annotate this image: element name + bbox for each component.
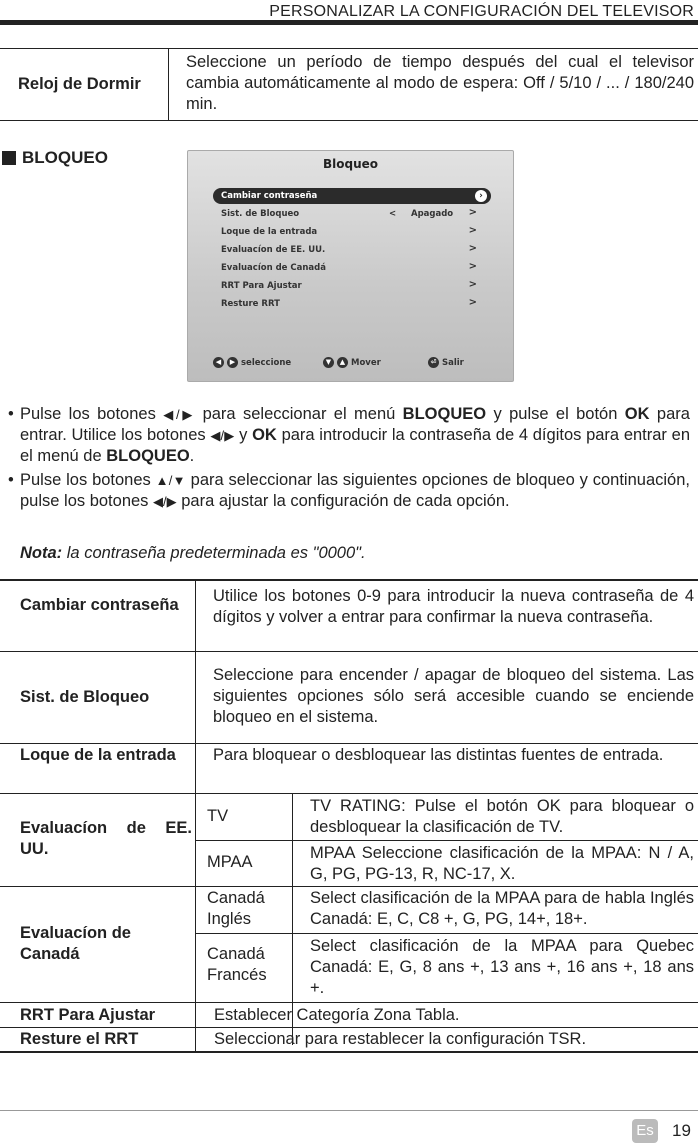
menu-item-change-password[interactable]: Cambiar contraseña › xyxy=(213,188,491,204)
divider xyxy=(0,651,698,652)
left-arrow-icon: ◀ xyxy=(213,357,224,368)
lock-system-label: Sist. de Bloqueo xyxy=(20,688,150,706)
left-right-arrows-icon: ◀/▶ xyxy=(210,428,235,443)
us-rating-label: Evaluacíon de EE. UU. xyxy=(20,819,192,858)
menu-item-lock-system[interactable]: Sist. de Bloqueo < Apagado > xyxy=(221,207,477,219)
exit-icon: ⏎ xyxy=(428,357,439,368)
section-heading xyxy=(2,148,108,168)
rrt-reset-text: Seleccionar para restablecer la configuración TSR. xyxy=(214,1030,587,1048)
menu-footer-select: ◀ ▶ seleccione xyxy=(213,357,291,368)
canada-english-text: Select clasificación de la MPAA para de habla Inglés Canadá: E, C, C8 +, G, PG, 14+, 18+. xyxy=(310,889,694,928)
divider xyxy=(0,886,698,887)
right-arrow-icon: ▶ xyxy=(227,357,238,368)
sleep-timer-label: Reloj de Dormir xyxy=(18,75,141,93)
canada-english-label: Canadá Inglés xyxy=(207,889,265,928)
header-rule xyxy=(0,20,698,25)
menu-footer-move: ▼ ▲ Mover xyxy=(323,357,381,368)
canada-rating-label: Evaluacíon de Canadá xyxy=(20,924,131,963)
sleep-timer-text: Seleccione un período de tiempo después del cual el televisor cambia automáticamente al modo de espera: Off / 5/10 / ... / 180/240 min. xyxy=(186,53,694,113)
change-password-text: Utilice los botones 0-9 para introducir la nueva contraseña de 4 dígitos y volver a entrar para confirmar la nueva contraseña. xyxy=(213,587,694,626)
divider xyxy=(0,579,698,581)
divider xyxy=(0,48,698,49)
chevron-left-icon: < xyxy=(389,209,397,219)
chevron-right-icon: > xyxy=(468,243,477,254)
us-tv-text: TV RATING: Pulse el botón OK para bloquear o desbloquear la clasificación de TV. xyxy=(310,797,694,836)
down-arrow-icon: ▼ xyxy=(323,357,334,368)
menu-footer-exit: ⏎ Salir xyxy=(428,357,464,368)
lock-system-value: Apagado xyxy=(411,209,454,219)
chevron-right-icon: > xyxy=(468,207,477,218)
divider xyxy=(0,743,698,744)
divider xyxy=(0,1051,698,1053)
divider xyxy=(0,1002,698,1003)
instruction-bullet-1: • Pulse los botones ◀/▶ para seleccionar el menú BLOQUEO y pulse el botón OK para entrar. Utilice los botones ◀/▶ y OK para introducir la contraseña de 4 dígitos para entrar en el menú de BLOQUEO. xyxy=(8,405,690,465)
chevron-right-icon: > xyxy=(468,261,477,272)
menu-item-us-rating[interactable]: Evaluacíon de EE. UU. > xyxy=(221,243,477,255)
menu-item-rrt-reset[interactable]: Resture RRT > xyxy=(221,297,477,309)
canada-french-text: Select clasificación de la MPAA para Quebec Canadá: E, G, 8 ans +, 13 ans +, 16 ans +, 18 ans +. xyxy=(310,937,694,997)
divider xyxy=(0,793,698,794)
chevron-right-icon: > xyxy=(468,297,477,308)
note: Nota: la contraseña predeterminada es "0000". xyxy=(20,544,366,562)
rrt-adjust-text: Establecer Categoría Zona Tabla. xyxy=(214,1006,460,1024)
left-right-arrows-icon: ◀/▶ xyxy=(153,494,177,509)
section-title: BLOQUEO xyxy=(22,148,108,167)
left-right-arrows-icon: ◀/▶ xyxy=(163,407,196,422)
divider xyxy=(0,120,698,121)
up-down-arrows-icon: ▲/▼ xyxy=(155,473,186,488)
input-lock-text: Para bloquear o desbloquear las distintas fuentes de entrada. xyxy=(213,746,664,764)
divider xyxy=(0,1027,698,1028)
us-tv-label: TV xyxy=(207,807,229,825)
divider xyxy=(168,48,169,120)
rrt-adjust-label: RRT Para Ajustar xyxy=(20,1006,156,1024)
square-bullet-icon xyxy=(2,151,16,165)
language-badge: Es xyxy=(632,1119,658,1143)
menu-title: Bloqueo xyxy=(322,157,379,171)
change-password-label: Cambiar contraseña xyxy=(20,596,179,614)
footer-rule xyxy=(0,1110,698,1111)
menu-item-canada-rating[interactable]: Evaluacíon de Canadá > xyxy=(221,261,477,273)
lock-system-text: Seleccione para encender / apagar de bloqueo del sistema. Las siguientes opciones sólo será accesible cuando se enciende bloqueo en el sistema. xyxy=(213,666,694,726)
page-number: 19 xyxy=(672,1121,691,1140)
divider xyxy=(195,840,698,841)
chevron-right-icon: > xyxy=(468,279,477,290)
chevron-right-icon: > xyxy=(468,225,477,236)
lock-menu-screenshot xyxy=(187,150,514,382)
page-header-title: PERSONALIZAR LA CONFIGURACIÓN DEL TELEVISOR xyxy=(269,3,694,20)
divider xyxy=(195,933,698,934)
menu-item-input-lock[interactable]: Loque de la entrada > xyxy=(221,225,477,237)
instruction-bullet-2: • Pulse los botones ▲/▼ para seleccionar las siguientes opciones de bloqueo y continuación, pulse los botones ◀/▶ para ajustar la configuración de cada opción. xyxy=(8,471,690,510)
menu-item-rrt-adjust[interactable]: RRT Para Ajustar > xyxy=(221,279,477,291)
divider xyxy=(195,579,196,1052)
up-arrow-icon: ▲ xyxy=(337,357,348,368)
us-mpaa-label: MPAA xyxy=(207,853,253,871)
input-lock-label: Loque de la entrada xyxy=(20,746,176,764)
us-mpaa-text: MPAA Seleccione clasificación de la MPAA: N / A, G, PG, PG-13, R, NC-17, X. xyxy=(310,844,694,883)
rrt-reset-label: Resture el RRT xyxy=(20,1030,139,1048)
chevron-right-icon: › xyxy=(475,190,487,202)
canada-french-label: Canadá Francés xyxy=(207,945,267,984)
